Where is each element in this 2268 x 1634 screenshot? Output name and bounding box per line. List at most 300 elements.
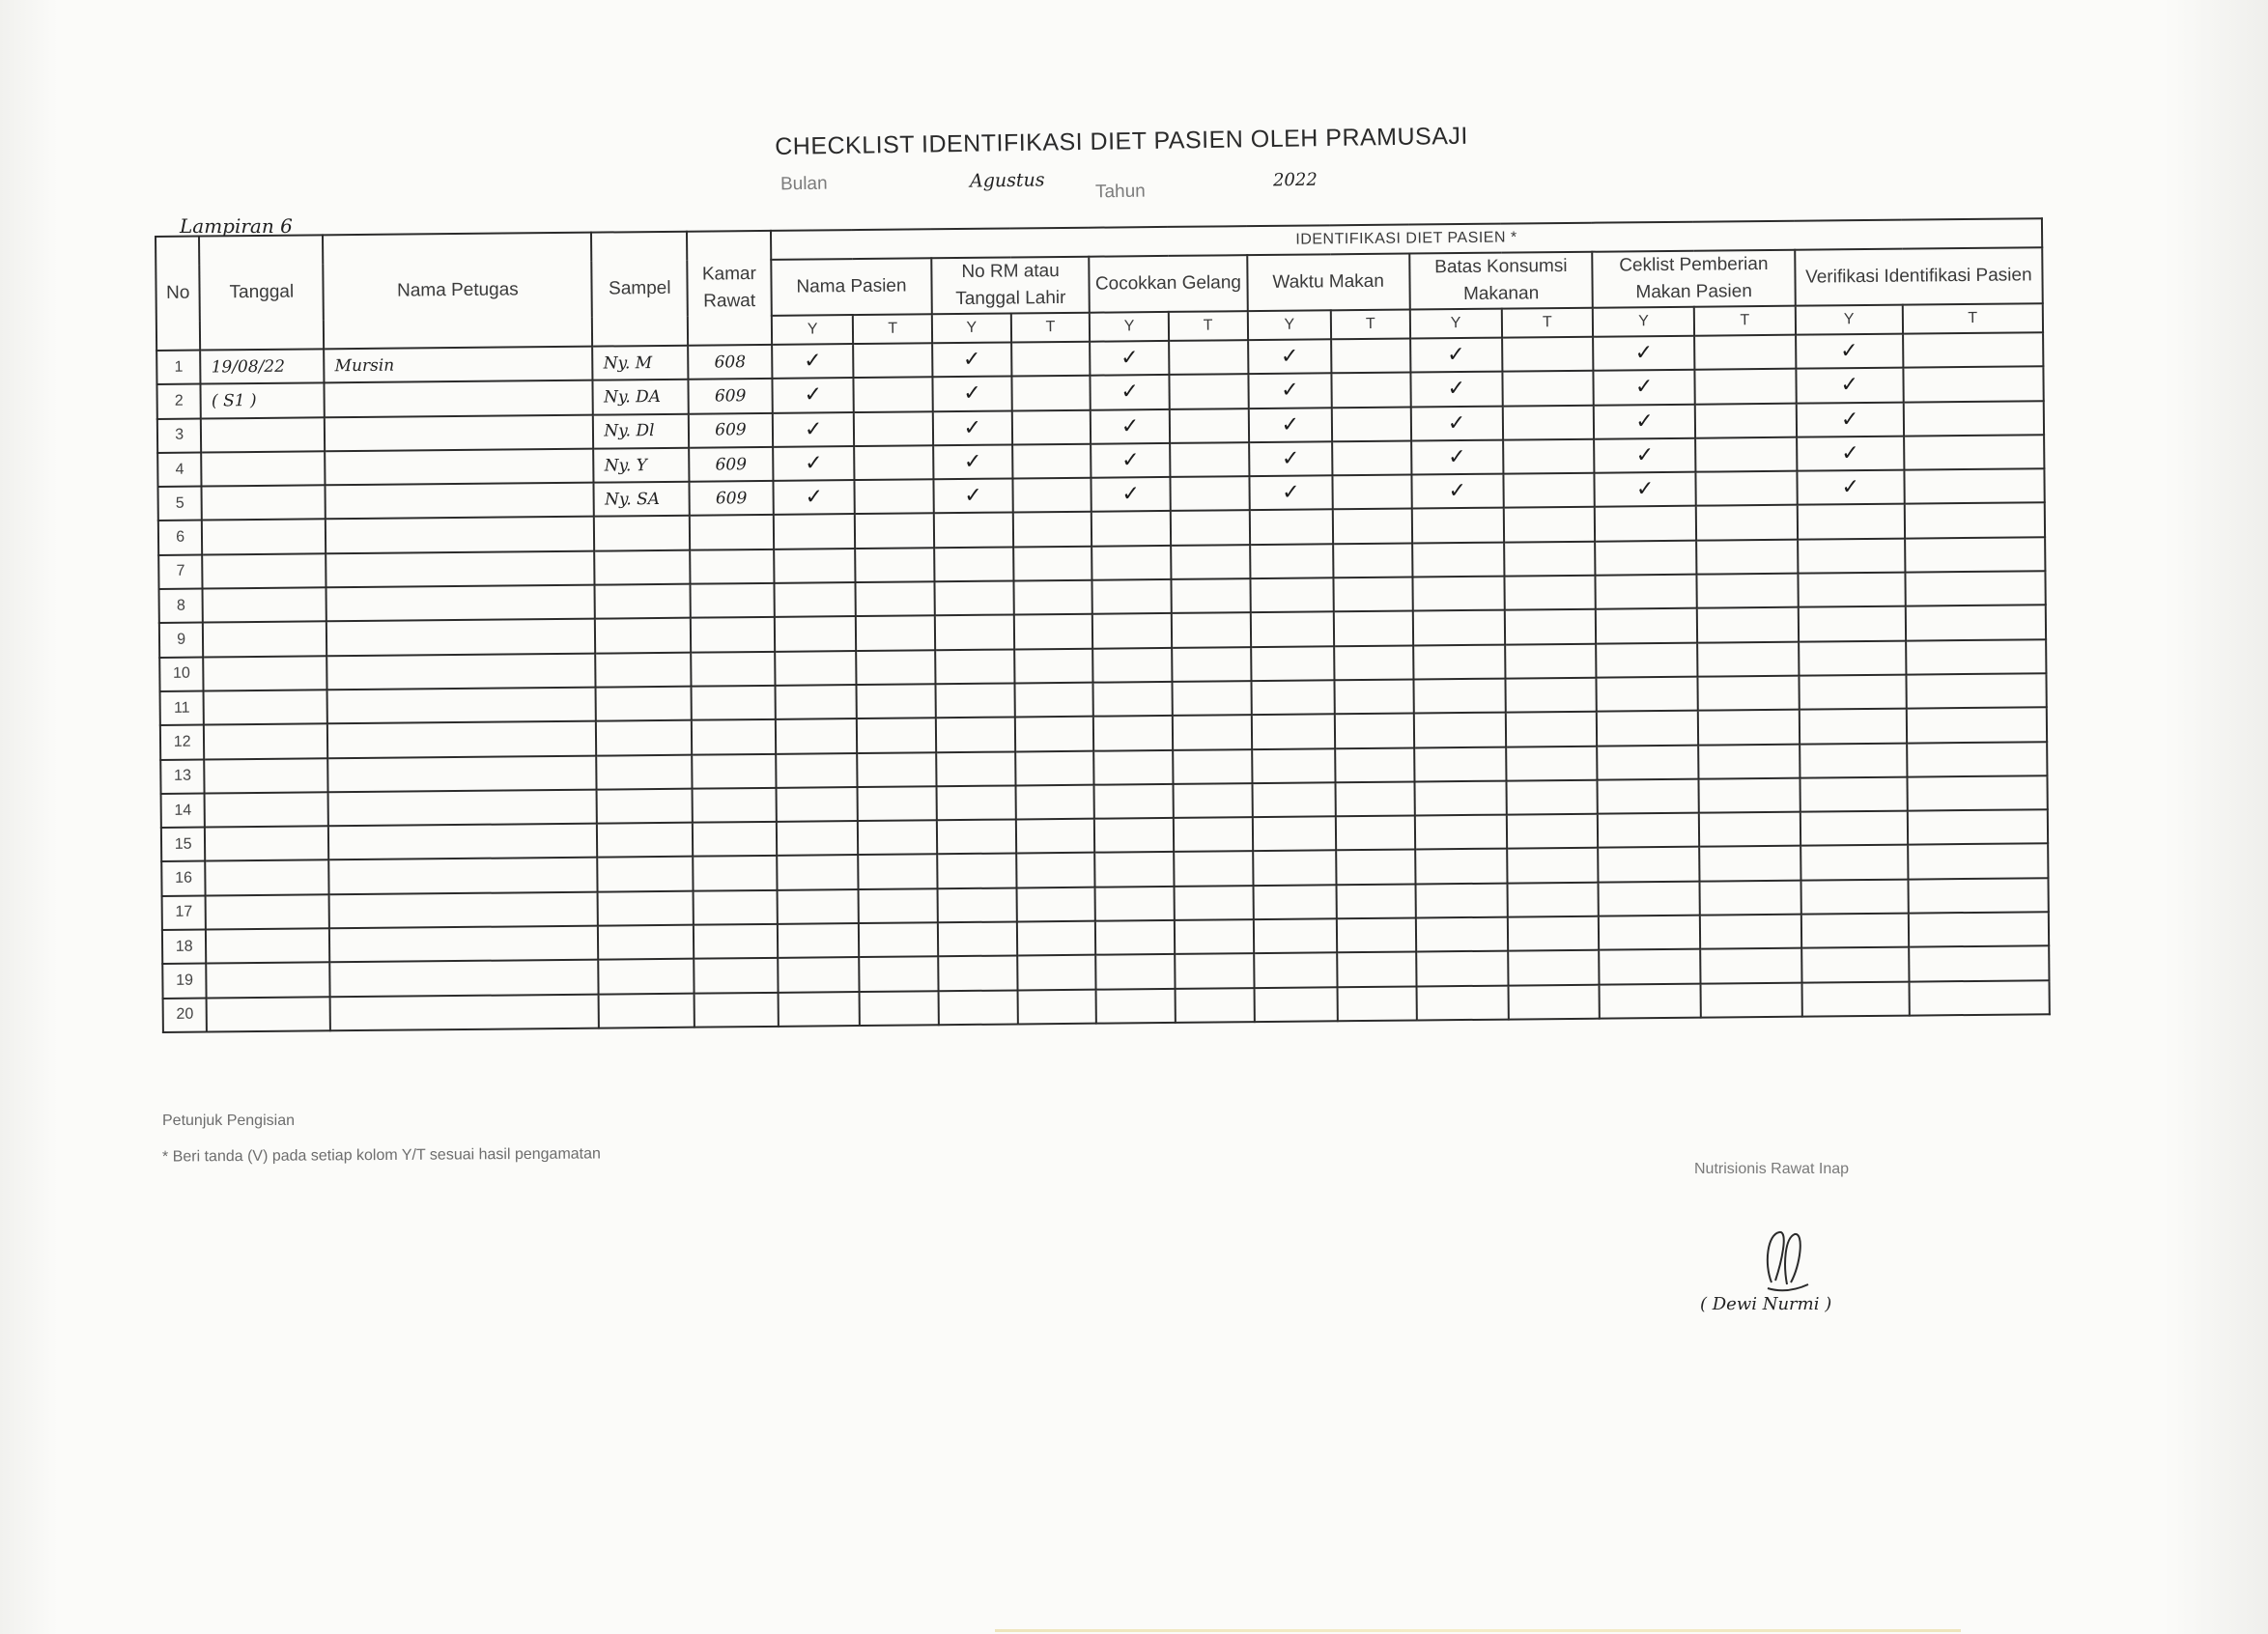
cell-t-checkbox[interactable] [1905, 606, 2046, 641]
cell-y-checkbox[interactable] [938, 956, 1017, 991]
cell-t-checkbox[interactable] [1336, 850, 1415, 885]
cell-t-checkbox[interactable] [1173, 749, 1252, 784]
cell-y-checkbox[interactable] [1254, 987, 1338, 1022]
cell-t-checkbox[interactable] [1697, 676, 1799, 711]
cell-y-checkbox[interactable] [1798, 573, 1905, 607]
cell-y-checkbox[interactable] [1249, 475, 1333, 510]
cell-t-checkbox[interactable] [1907, 775, 2048, 811]
cell-t-checkbox[interactable] [1335, 714, 1414, 748]
cell-t-checkbox[interactable] [1169, 340, 1248, 375]
cell-t-checkbox[interactable] [1908, 912, 2049, 947]
cell-t-checkbox[interactable] [1503, 473, 1595, 508]
cell-t-checkbox[interactable] [1173, 783, 1252, 818]
cell-t-checkbox[interactable] [1506, 780, 1598, 815]
cell-y-checkbox[interactable] [1597, 711, 1698, 746]
cell-t-checkbox[interactable] [1175, 919, 1254, 954]
cell-sampel[interactable] [598, 925, 694, 960]
cell-y-checkbox[interactable] [1800, 879, 1908, 914]
cell-y-checkbox[interactable] [1411, 406, 1503, 440]
cell-t-checkbox[interactable] [1016, 887, 1095, 921]
cell-t-checkbox[interactable] [1173, 715, 1252, 749]
cell-t-checkbox[interactable] [1701, 982, 1802, 1017]
cell-t-checkbox[interactable] [1332, 407, 1411, 441]
cell-nama-petugas[interactable] [330, 960, 599, 997]
cell-t-checkbox[interactable] [857, 684, 936, 718]
cell-y-checkbox[interactable] [1413, 610, 1505, 645]
cell-kamar-rawat[interactable] [693, 788, 777, 823]
cell-y-checkbox[interactable] [1797, 402, 1904, 437]
cell-t-checkbox[interactable] [854, 343, 933, 378]
cell-t-checkbox[interactable] [1015, 750, 1094, 785]
cell-y-checkbox[interactable] [1253, 885, 1337, 919]
cell-y-checkbox[interactable] [1796, 334, 1903, 369]
cell-t-checkbox[interactable] [1017, 989, 1096, 1024]
cell-kamar-rawat[interactable] [692, 753, 776, 788]
cell-y-checkbox[interactable] [1595, 472, 1696, 507]
cell-t-checkbox[interactable] [858, 752, 937, 787]
cell-t-checkbox[interactable] [859, 922, 938, 957]
cell-y-checkbox[interactable] [1248, 408, 1332, 442]
cell-t-checkbox[interactable] [1694, 369, 1796, 404]
cell-t-checkbox[interactable] [1503, 507, 1595, 542]
row-number[interactable]: 11 [160, 691, 205, 726]
cell-y-checkbox[interactable] [1091, 443, 1170, 478]
row-number[interactable]: 9 [159, 623, 204, 658]
cell-sampel[interactable] [596, 687, 692, 721]
cell-t-checkbox[interactable] [1907, 742, 2048, 777]
cell-t-checkbox[interactable] [1906, 639, 2047, 675]
cell-kamar-rawat[interactable]: 609 [689, 447, 773, 482]
cell-y-checkbox[interactable] [1414, 747, 1506, 781]
cell-t-checkbox[interactable] [1908, 844, 2049, 880]
cell-sampel[interactable] [595, 618, 691, 653]
cell-y-checkbox[interactable] [1093, 682, 1173, 717]
cell-t-checkbox[interactable] [857, 718, 936, 753]
cell-t-checkbox[interactable] [1695, 403, 1797, 437]
cell-tanggal[interactable] [204, 690, 327, 725]
cell-t-checkbox[interactable] [1336, 781, 1415, 816]
cell-t-checkbox[interactable] [1014, 683, 1093, 718]
cell-t-checkbox[interactable] [1337, 918, 1416, 953]
cell-t-checkbox[interactable] [1017, 921, 1096, 956]
cell-t-checkbox[interactable] [1337, 884, 1416, 918]
cell-t-checkbox[interactable] [1333, 475, 1412, 510]
cell-y-checkbox[interactable] [1410, 372, 1502, 407]
cell-tanggal[interactable] [204, 656, 327, 691]
cell-t-checkbox[interactable] [1699, 846, 1800, 881]
cell-y-checkbox[interactable] [1251, 715, 1335, 749]
cell-t-checkbox[interactable] [1337, 952, 1416, 987]
cell-t-checkbox[interactable] [1905, 571, 2046, 606]
cell-t-checkbox[interactable] [1013, 546, 1092, 580]
cell-t-checkbox[interactable] [1013, 580, 1092, 615]
cell-t-checkbox[interactable] [854, 378, 933, 412]
cell-y-checkbox[interactable] [933, 377, 1012, 411]
cell-y-checkbox[interactable] [1801, 914, 1909, 948]
cell-sampel[interactable] [599, 959, 695, 994]
cell-sampel[interactable] [597, 789, 693, 824]
cell-y-checkbox[interactable] [1252, 816, 1336, 851]
cell-y-checkbox[interactable] [1249, 510, 1333, 545]
cell-y-checkbox[interactable] [1599, 916, 1700, 950]
cell-y-checkbox[interactable] [778, 923, 860, 958]
cell-t-checkbox[interactable] [1335, 747, 1414, 782]
cell-t-checkbox[interactable] [854, 411, 933, 446]
cell-y-checkbox[interactable] [1411, 440, 1503, 475]
cell-y-checkbox[interactable] [932, 342, 1011, 377]
cell-y-checkbox[interactable] [773, 412, 855, 447]
cell-y-checkbox[interactable] [777, 855, 859, 889]
cell-y-checkbox[interactable] [1594, 438, 1695, 473]
cell-t-checkbox[interactable] [1698, 710, 1800, 745]
cell-t-checkbox[interactable] [1507, 882, 1599, 916]
cell-nama-petugas[interactable] [327, 721, 596, 758]
cell-sampel[interactable]: Ny. DA [593, 380, 689, 414]
cell-y-checkbox[interactable] [936, 683, 1015, 718]
cell-kamar-rawat[interactable] [694, 924, 778, 959]
cell-y-checkbox[interactable] [1799, 675, 1906, 710]
cell-nama-petugas[interactable] [328, 824, 597, 860]
cell-t-checkbox[interactable] [1696, 539, 1798, 574]
cell-t-checkbox[interactable] [1508, 984, 1600, 1019]
cell-tanggal[interactable] [205, 792, 328, 828]
row-number[interactable]: 8 [159, 589, 204, 624]
cell-y-checkbox[interactable] [778, 957, 860, 992]
cell-t-checkbox[interactable] [1172, 613, 1251, 648]
row-number[interactable]: 10 [159, 657, 204, 691]
cell-t-checkbox[interactable] [1505, 643, 1597, 678]
row-number[interactable]: 6 [158, 521, 203, 555]
cell-y-checkbox[interactable] [1091, 477, 1171, 512]
cell-y-checkbox[interactable] [1416, 951, 1508, 986]
cell-sampel[interactable]: Ny. Dl [593, 413, 689, 448]
cell-y-checkbox[interactable] [1093, 716, 1173, 750]
cell-y-checkbox[interactable] [938, 922, 1017, 957]
cell-t-checkbox[interactable] [858, 820, 937, 855]
cell-y-checkbox[interactable] [934, 547, 1013, 581]
cell-t-checkbox[interactable] [1170, 442, 1249, 477]
cell-y-checkbox[interactable] [1801, 981, 1909, 1016]
cell-t-checkbox[interactable] [1502, 371, 1594, 406]
row-number[interactable]: 19 [162, 964, 207, 999]
cell-t-checkbox[interactable] [1334, 578, 1413, 612]
cell-tanggal[interactable]: ( S1 ) [201, 383, 325, 419]
row-number[interactable]: 18 [162, 930, 207, 965]
cell-t-checkbox[interactable] [1505, 678, 1597, 713]
cell-y-checkbox[interactable] [936, 718, 1015, 752]
cell-tanggal[interactable] [205, 826, 328, 861]
cell-t-checkbox[interactable] [1011, 409, 1091, 444]
cell-y-checkbox[interactable] [1415, 815, 1507, 850]
cell-t-checkbox[interactable] [860, 991, 939, 1026]
cell-y-checkbox[interactable] [774, 549, 856, 583]
cell-tanggal[interactable] [206, 928, 329, 964]
cell-t-checkbox[interactable] [1904, 435, 2045, 470]
row-number[interactable]: 20 [163, 998, 208, 1032]
cell-y-checkbox[interactable] [1797, 437, 1904, 471]
cell-y-checkbox[interactable] [1413, 679, 1505, 714]
cell-y-checkbox[interactable] [1253, 851, 1337, 886]
cell-t-checkbox[interactable] [1175, 953, 1254, 988]
cell-sampel[interactable] [595, 584, 691, 619]
cell-t-checkbox[interactable] [860, 957, 939, 992]
cell-y-checkbox[interactable] [777, 821, 859, 856]
cell-t-checkbox[interactable] [1174, 817, 1253, 852]
cell-y-checkbox[interactable] [1254, 953, 1338, 988]
cell-y-checkbox[interactable] [1092, 579, 1172, 614]
cell-sampel[interactable] [597, 823, 693, 858]
cell-t-checkbox[interactable] [1012, 444, 1091, 479]
cell-kamar-rawat[interactable]: 608 [688, 345, 772, 380]
cell-y-checkbox[interactable] [1250, 612, 1334, 647]
cell-t-checkbox[interactable] [1698, 744, 1800, 778]
cell-y-checkbox[interactable] [1598, 779, 1699, 814]
cell-kamar-rawat[interactable] [694, 890, 778, 925]
cell-y-checkbox[interactable] [938, 887, 1017, 922]
cell-t-checkbox[interactable] [1507, 848, 1599, 883]
cell-t-checkbox[interactable] [1695, 471, 1797, 506]
cell-t-checkbox[interactable] [1694, 335, 1796, 370]
cell-t-checkbox[interactable] [1906, 707, 2047, 743]
cell-y-checkbox[interactable] [1800, 811, 1908, 846]
cell-nama-petugas[interactable] [329, 858, 598, 894]
cell-t-checkbox[interactable] [1334, 645, 1413, 680]
cell-y-checkbox[interactable] [775, 616, 857, 651]
cell-y-checkbox[interactable] [775, 685, 857, 719]
cell-t-checkbox[interactable] [1903, 332, 2044, 368]
row-number[interactable]: 1 [156, 351, 201, 385]
cell-t-checkbox[interactable] [1903, 367, 2044, 403]
cell-t-checkbox[interactable] [1505, 712, 1597, 747]
cell-y-checkbox[interactable] [1094, 852, 1174, 887]
cell-t-checkbox[interactable] [1904, 503, 2045, 539]
cell-t-checkbox[interactable] [1502, 337, 1594, 372]
cell-y-checkbox[interactable] [937, 820, 1016, 855]
cell-t-checkbox[interactable] [1170, 476, 1249, 511]
cell-kamar-rawat[interactable] [690, 549, 774, 584]
cell-t-checkbox[interactable] [1697, 641, 1799, 676]
cell-y-checkbox[interactable] [776, 718, 858, 753]
cell-t-checkbox[interactable] [1904, 468, 2045, 504]
cell-t-checkbox[interactable] [1171, 578, 1250, 613]
cell-y-checkbox[interactable] [1416, 985, 1508, 1020]
cell-y-checkbox[interactable] [1599, 881, 1700, 916]
cell-y-checkbox[interactable] [933, 444, 1012, 479]
cell-t-checkbox[interactable] [1175, 988, 1254, 1023]
cell-y-checkbox[interactable] [1093, 749, 1173, 784]
cell-sampel[interactable] [596, 720, 692, 755]
cell-y-checkbox[interactable] [1250, 578, 1334, 612]
cell-t-checkbox[interactable] [1700, 948, 1801, 983]
cell-t-checkbox[interactable] [1169, 374, 1248, 408]
cell-y-checkbox[interactable] [1091, 546, 1171, 580]
cell-t-checkbox[interactable] [1332, 373, 1411, 408]
cell-t-checkbox[interactable] [855, 445, 934, 480]
cell-nama-petugas[interactable] [328, 755, 597, 792]
cell-kamar-rawat[interactable] [691, 652, 775, 687]
cell-t-checkbox[interactable] [1502, 405, 1594, 439]
cell-y-checkbox[interactable] [1595, 506, 1696, 541]
cell-y-checkbox[interactable] [934, 479, 1013, 514]
cell-t-checkbox[interactable] [1696, 505, 1798, 540]
cell-t-checkbox[interactable] [1172, 647, 1251, 682]
cell-y-checkbox[interactable] [1414, 713, 1506, 747]
cell-y-checkbox[interactable] [775, 651, 857, 686]
cell-t-checkbox[interactable] [855, 479, 934, 514]
cell-t-checkbox[interactable] [1905, 537, 2046, 573]
cell-t-checkbox[interactable] [1504, 541, 1596, 576]
cell-tanggal[interactable] [204, 724, 327, 760]
cell-sampel[interactable] [595, 549, 691, 584]
cell-y-checkbox[interactable] [1799, 640, 1906, 675]
cell-y-checkbox[interactable] [935, 649, 1014, 684]
cell-y-checkbox[interactable] [1416, 917, 1508, 952]
cell-y-checkbox[interactable] [1597, 677, 1698, 712]
cell-y-checkbox[interactable] [1800, 776, 1907, 811]
cell-kamar-rawat[interactable] [690, 515, 774, 549]
cell-t-checkbox[interactable] [1503, 439, 1595, 474]
row-number[interactable]: 13 [160, 759, 205, 794]
cell-y-checkbox[interactable] [774, 582, 856, 617]
cell-t-checkbox[interactable] [1698, 778, 1800, 813]
cell-y-checkbox[interactable] [937, 785, 1016, 820]
cell-y-checkbox[interactable] [1412, 508, 1504, 543]
cell-kamar-rawat[interactable]: 609 [689, 412, 773, 447]
cell-y-checkbox[interactable] [1415, 849, 1507, 884]
cell-y-checkbox[interactable] [1593, 336, 1694, 371]
cell-y-checkbox[interactable] [1252, 748, 1336, 783]
cell-t-checkbox[interactable] [859, 888, 938, 923]
cell-y-checkbox[interactable] [1412, 577, 1504, 611]
row-number[interactable]: 7 [158, 554, 203, 589]
cell-y-checkbox[interactable] [1797, 470, 1904, 505]
cell-tanggal[interactable] [202, 451, 326, 487]
cell-nama-petugas[interactable] [326, 483, 594, 520]
cell-tanggal[interactable] [205, 758, 328, 794]
cell-y-checkbox[interactable] [1094, 818, 1174, 853]
cell-y-checkbox[interactable] [933, 410, 1012, 445]
cell-t-checkbox[interactable] [1700, 880, 1801, 915]
cell-nama-petugas[interactable] [328, 789, 597, 826]
cell-t-checkbox[interactable] [856, 581, 935, 616]
cell-y-checkbox[interactable] [777, 889, 859, 924]
cell-y-checkbox[interactable] [1252, 782, 1336, 817]
cell-y-checkbox[interactable] [1251, 680, 1335, 715]
cell-tanggal[interactable] [207, 997, 330, 1032]
cell-y-checkbox[interactable] [1594, 404, 1695, 438]
cell-y-checkbox[interactable] [1800, 709, 1907, 744]
cell-y-checkbox[interactable] [1096, 989, 1176, 1024]
cell-sampel[interactable] [596, 652, 692, 687]
cell-t-checkbox[interactable] [857, 650, 936, 685]
cell-t-checkbox[interactable] [1507, 916, 1599, 951]
cell-nama-petugas[interactable] [329, 926, 598, 963]
cell-t-checkbox[interactable] [1016, 853, 1095, 887]
cell-t-checkbox[interactable] [1506, 746, 1598, 780]
cell-sampel[interactable]: Ny. M [593, 346, 689, 380]
cell-y-checkbox[interactable] [936, 751, 1015, 786]
cell-y-checkbox[interactable] [1091, 375, 1170, 409]
cell-y-checkbox[interactable] [935, 615, 1014, 650]
cell-t-checkbox[interactable] [1504, 576, 1596, 610]
cell-t-checkbox[interactable] [1334, 611, 1413, 646]
cell-t-checkbox[interactable] [1903, 401, 2044, 437]
cell-nama-petugas[interactable] [326, 619, 595, 656]
cell-y-checkbox[interactable] [939, 990, 1018, 1025]
row-number[interactable]: 12 [160, 725, 205, 760]
cell-y-checkbox[interactable] [1095, 920, 1175, 955]
row-number[interactable]: 17 [162, 895, 207, 930]
cell-nama-petugas[interactable] [330, 994, 599, 1030]
cell-t-checkbox[interactable] [1332, 440, 1411, 475]
cell-y-checkbox[interactable] [1798, 504, 1905, 539]
cell-nama-petugas[interactable] [326, 550, 594, 587]
cell-y-checkbox[interactable] [776, 787, 858, 822]
cell-y-checkbox[interactable] [1090, 341, 1169, 376]
cell-t-checkbox[interactable] [1172, 681, 1251, 716]
cell-t-checkbox[interactable] [858, 786, 937, 821]
cell-kamar-rawat[interactable] [693, 822, 777, 857]
cell-t-checkbox[interactable] [855, 514, 934, 549]
cell-t-checkbox[interactable] [1333, 543, 1412, 578]
cell-y-checkbox[interactable] [1095, 954, 1175, 989]
cell-t-checkbox[interactable] [1012, 478, 1091, 513]
cell-y-checkbox[interactable] [1250, 544, 1334, 578]
cell-y-checkbox[interactable] [1248, 374, 1332, 408]
cell-t-checkbox[interactable] [1171, 545, 1250, 579]
cell-kamar-rawat[interactable] [691, 617, 775, 652]
cell-y-checkbox[interactable] [1095, 887, 1175, 921]
cell-t-checkbox[interactable] [1011, 342, 1091, 377]
cell-t-checkbox[interactable] [1015, 785, 1094, 820]
cell-y-checkbox[interactable] [935, 581, 1014, 616]
cell-t-checkbox[interactable] [1695, 437, 1797, 472]
cell-y-checkbox[interactable] [1411, 474, 1503, 509]
cell-y-checkbox[interactable] [1094, 784, 1174, 819]
cell-t-checkbox[interactable] [1333, 509, 1412, 544]
cell-t-checkbox[interactable] [1909, 946, 2050, 982]
cell-y-checkbox[interactable] [1800, 845, 1908, 880]
cell-tanggal[interactable] [201, 417, 325, 453]
cell-kamar-rawat[interactable] [693, 856, 777, 890]
cell-y-checkbox[interactable] [773, 480, 855, 515]
cell-tanggal[interactable] [203, 553, 326, 589]
cell-tanggal[interactable] [207, 963, 330, 999]
cell-y-checkbox[interactable] [774, 515, 856, 549]
cell-y-checkbox[interactable] [1251, 646, 1335, 681]
cell-nama-petugas[interactable] [326, 585, 595, 622]
cell-tanggal[interactable] [202, 520, 326, 555]
cell-kamar-rawat[interactable]: 609 [689, 379, 773, 413]
cell-nama-petugas[interactable] [325, 449, 593, 486]
cell-y-checkbox[interactable] [1599, 949, 1700, 984]
cell-y-checkbox[interactable] [1253, 918, 1337, 953]
cell-t-checkbox[interactable] [1697, 607, 1799, 642]
cell-nama-petugas[interactable] [327, 688, 596, 724]
row-number[interactable]: 16 [161, 861, 206, 896]
cell-nama-petugas[interactable] [326, 653, 595, 690]
cell-t-checkbox[interactable] [1336, 816, 1415, 851]
cell-t-checkbox[interactable] [1338, 986, 1417, 1021]
cell-t-checkbox[interactable] [1015, 717, 1094, 751]
cell-y-checkbox[interactable] [1596, 642, 1697, 677]
cell-y-checkbox[interactable] [1415, 883, 1507, 917]
cell-y-checkbox[interactable] [1798, 538, 1905, 573]
cell-y-checkbox[interactable] [1600, 983, 1701, 1018]
cell-t-checkbox[interactable] [1331, 339, 1410, 374]
cell-tanggal[interactable] [203, 622, 326, 658]
cell-nama-petugas[interactable] [325, 380, 593, 417]
